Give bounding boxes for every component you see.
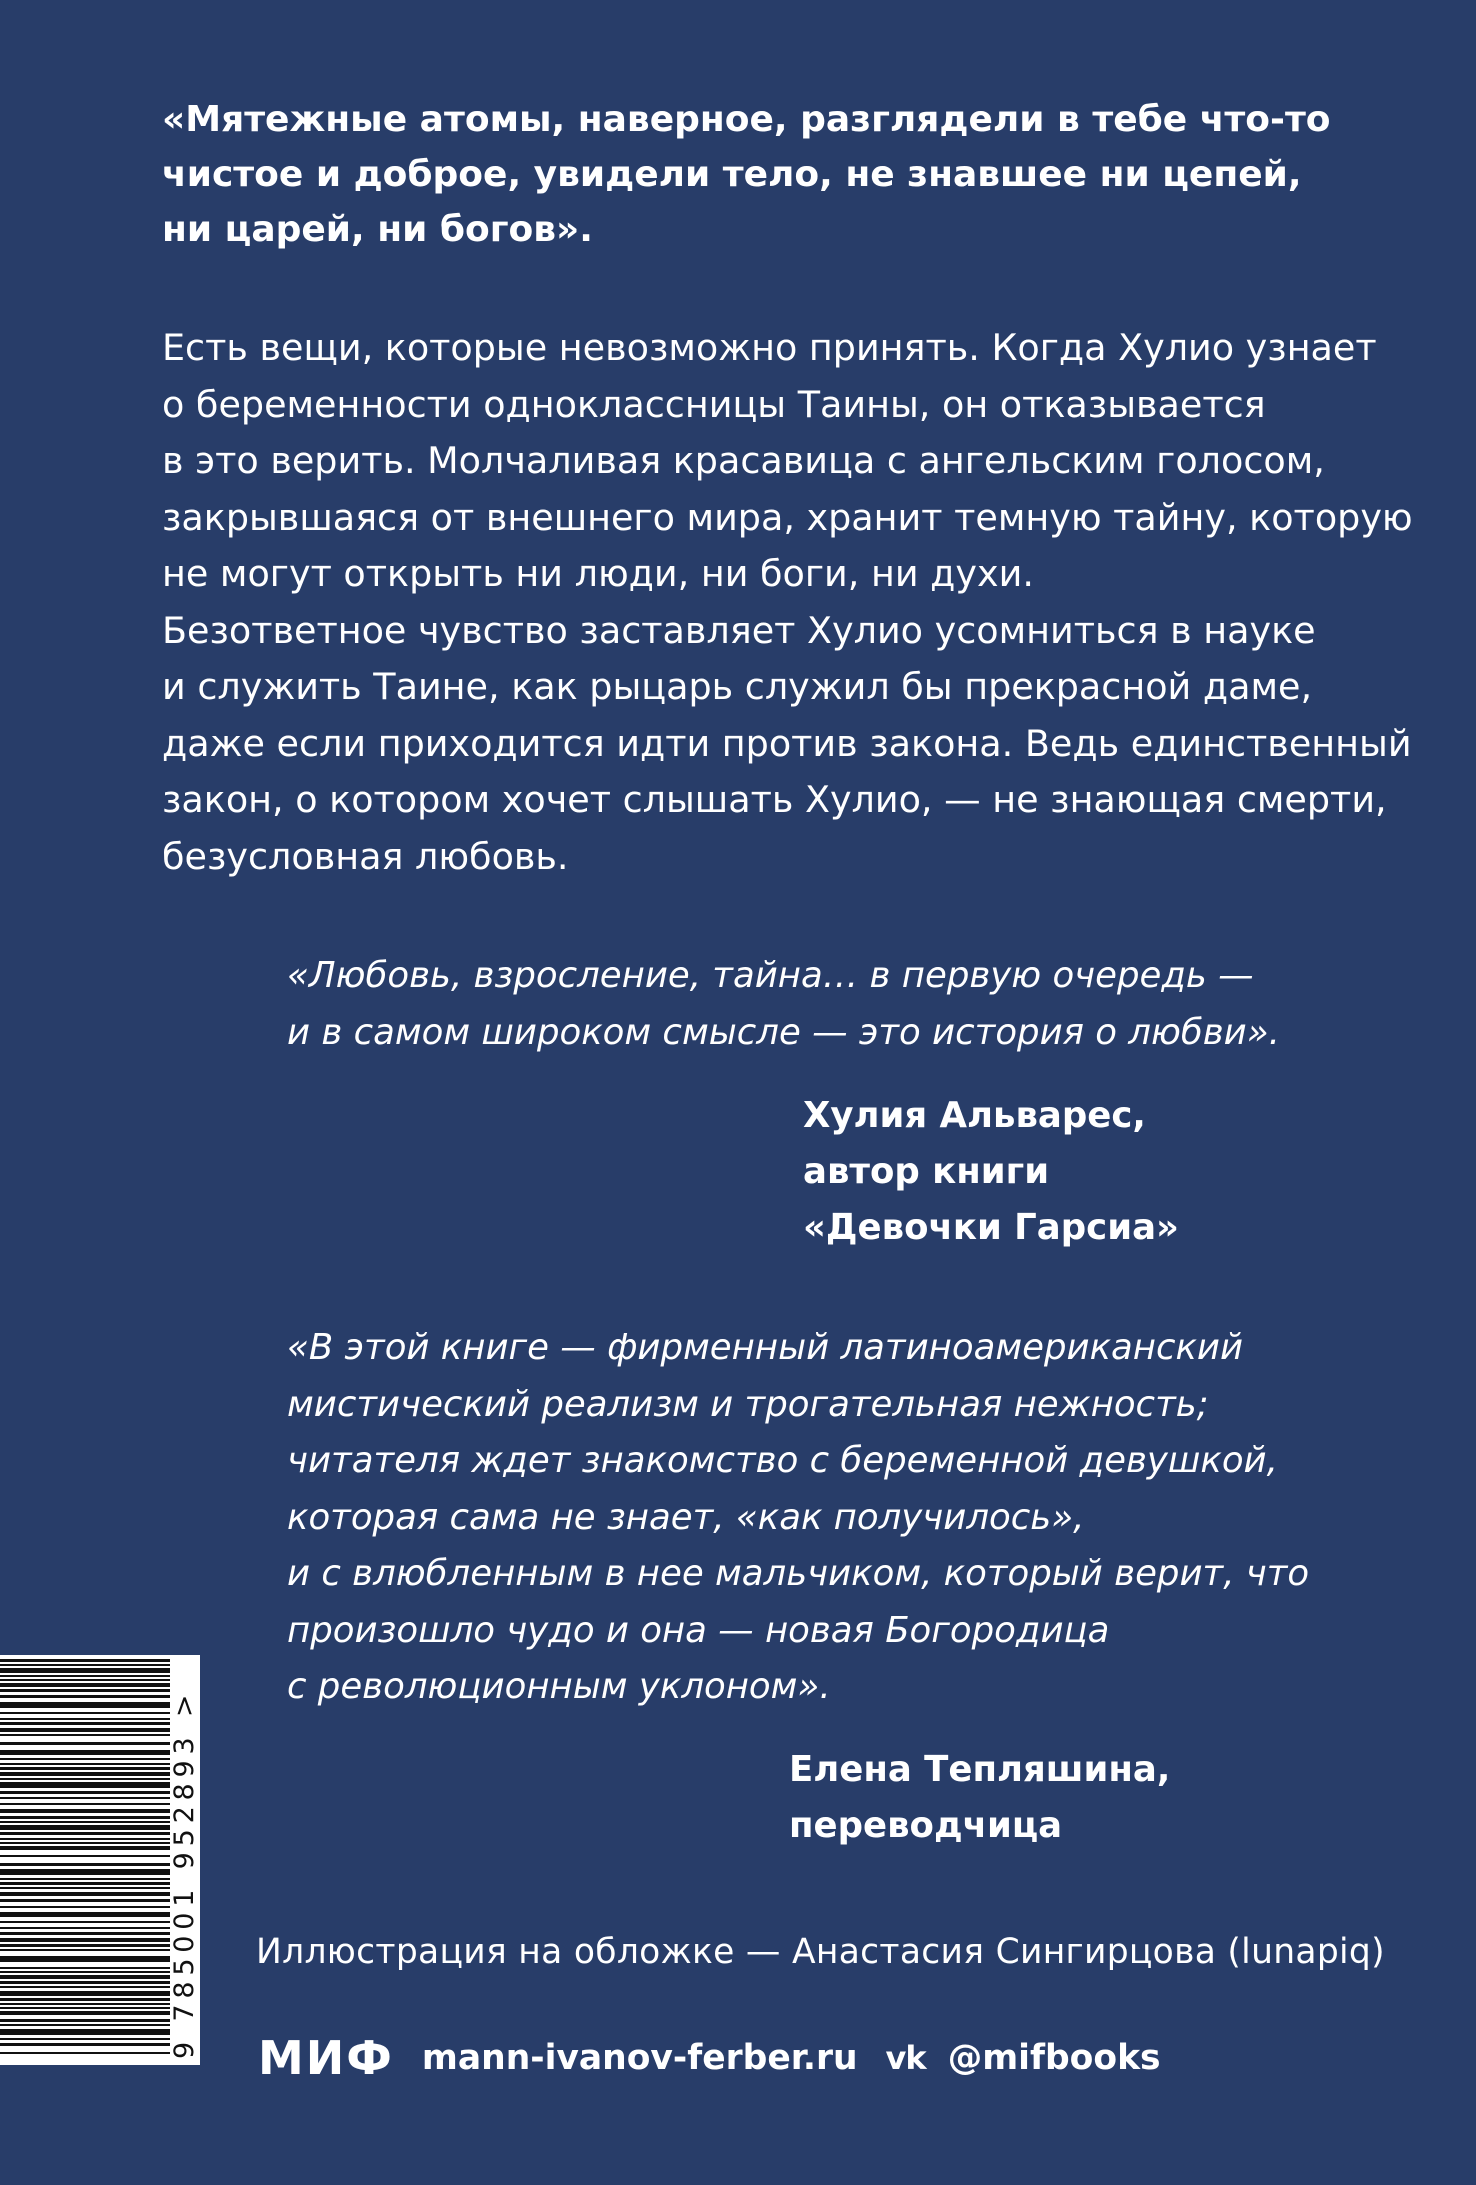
barcode-bar <box>0 1763 170 1765</box>
barcode-bar <box>0 1882 170 1885</box>
barcode-bar <box>0 1695 170 1698</box>
barcode-bar <box>0 1975 170 1979</box>
quote-line: «В этой книге — фирменный латиноамериканский <box>287 1327 1244 1368</box>
barcode-bar <box>0 1734 170 1736</box>
barcode-bar <box>0 1728 170 1732</box>
barcode-bar <box>0 1906 170 1908</box>
barcode-bar <box>0 1863 170 1866</box>
attribution-line: «Девочки Гарсиа» <box>803 1207 1179 1248</box>
barcode-bar <box>0 1892 170 1896</box>
barcode-bar <box>0 2052 170 2054</box>
barcode-bar <box>0 2024 170 2026</box>
barcode-bar <box>0 1778 170 1780</box>
book-description <box>162 320 1413 885</box>
barcode-bar <box>0 1838 170 1840</box>
barcode-bar <box>0 1758 170 1760</box>
barcode-bar <box>0 1981 170 1984</box>
tagline-line: ни царей, ни богов». <box>162 209 593 250</box>
barcode-bar <box>0 1878 170 1880</box>
barcode-bar <box>0 2011 170 2015</box>
description-line: безусловная любовь. <box>162 834 569 878</box>
barcode-bar <box>0 1887 170 1889</box>
barcode-bar <box>0 1956 170 1962</box>
attribution-line: переводчица <box>789 1805 1063 1846</box>
barcode-bar <box>0 1664 170 1666</box>
barcode-bar <box>0 1821 170 1823</box>
quote-line: и в самом широком смысле — это история о любви». <box>287 1011 1280 1053</box>
barcode-bar <box>0 1767 170 1770</box>
description-line: не могут открыть ни люди, ни боги, ни духи. <box>162 552 1034 595</box>
quote-line: мистический реализм и трогательная нежность; <box>287 1383 1209 1425</box>
review-quote-1 <box>287 948 1280 1061</box>
vk-icon[interactable]: vk <box>885 2039 926 2077</box>
description-line: в это верить. Молчаливая красавица с ангельским голосом, <box>162 439 1325 482</box>
social-handle[interactable]: @mifbooks <box>947 2038 1161 2078</box>
barcode-bar <box>0 1991 170 1996</box>
attribution-line: Елена Тепляшина, <box>789 1749 1171 1790</box>
barcode-bar <box>0 1675 170 1677</box>
barcode-bar <box>0 1712 170 1714</box>
barcode-bar <box>0 1899 170 1902</box>
barcode-bar <box>0 1944 170 1947</box>
barcode-bar <box>0 1932 170 1935</box>
quote-line: произошло чудо и она — новая Богородица <box>287 1609 1110 1651</box>
barcode-bar <box>0 1718 170 1720</box>
description-line: закрывшаяся от внешнего мира, хранит темную тайну, которую <box>162 495 1413 539</box>
barcode-bar <box>0 1797 170 1799</box>
barcode-bars <box>0 1655 170 2065</box>
website-link[interactable]: mann-ivanov-ferber.ru <box>421 2038 858 2078</box>
barcode-bar <box>0 1702 170 1708</box>
barcode-bar <box>0 1689 170 1692</box>
barcode-bar <box>0 1679 170 1681</box>
barcode-bar <box>0 1791 170 1794</box>
illustration-credit: Иллюстрация на обложке — Анастасия Сингирцова (lunapiq) <box>256 1932 1385 1972</box>
barcode-bar <box>0 2043 170 2046</box>
barcode-bar <box>0 1832 170 1835</box>
barcode-bar <box>0 1659 170 1662</box>
quote-line: которая сама не знает, «как получилось», <box>287 1496 1085 1538</box>
description-line: закон, о котором хочет слышать Хулио, — не знающая смерти, <box>162 778 1387 821</box>
barcode-bar <box>0 1816 170 1819</box>
barcode-bar <box>0 1772 170 1776</box>
barcode-bar <box>0 1809 170 1813</box>
quote-line: читателя ждет знакомство с беременной девушкой, <box>287 1440 1278 1481</box>
description-line: Есть вещи, которые невозможно принять. Когда Хулио узнает <box>162 326 1377 369</box>
tagline-quote <box>162 92 1342 257</box>
barcode-bar <box>0 1683 170 1687</box>
barcode-bar <box>0 1938 170 1942</box>
description-line: Безответное чувство заставляет Хулио усомниться в науке <box>162 608 1316 652</box>
barcode-bar <box>0 2007 170 2009</box>
barcode-bar <box>0 1722 170 1725</box>
barcode-bar <box>0 2029 170 2035</box>
barcode-bar <box>0 1750 170 1755</box>
barcode-bar <box>0 1782 170 1788</box>
barcode-bar <box>0 1855 170 1857</box>
barcode-bar <box>0 1803 170 1805</box>
barcode-bar <box>0 1949 170 1951</box>
barcode-bar <box>0 1912 170 1917</box>
barcode-bar <box>0 1967 170 1969</box>
attribution-line: Хулия Альварес, <box>803 1095 1146 1136</box>
barcode-bar <box>0 1971 170 1973</box>
barcode-bar <box>0 2019 170 2022</box>
attribution-line: автор книги <box>803 1151 1050 1192</box>
quote-line: и с влюбленным в нее мальчиком, который верит, что <box>287 1553 1310 1594</box>
barcode-bar <box>0 1825 170 1830</box>
barcode-bar <box>0 1668 170 1673</box>
publisher-logo: МИФ <box>258 2031 394 2085</box>
description-line: даже если приходится идти против закона. Ведь единственный <box>162 721 1412 765</box>
publisher-footer <box>258 2023 1161 2093</box>
barcode-bar <box>0 1921 170 1923</box>
barcode-bar <box>0 1998 170 2001</box>
quote-line: «Любовь, взросление, тайна… в первую очередь — <box>287 955 1254 996</box>
barcode-bar <box>0 1846 170 1850</box>
quote-line: с революционным уклоном». <box>287 1666 831 1707</box>
barcode-bar <box>0 1742 170 1745</box>
barcode-bar <box>0 2003 170 2005</box>
description-line: и служить Таине, как рыцарь служил бы прекрасной даме, <box>162 665 1313 708</box>
review-attribution-1 <box>803 1088 1179 1256</box>
barcode-bar <box>0 1842 170 1844</box>
tagline-line: чистое и доброе, увидели тело, не знавшее ни цепей, <box>162 154 1302 195</box>
barcode-bar <box>0 1927 170 1929</box>
description-line: о беременности одноклассницы Таины, он отказывается <box>162 382 1266 426</box>
barcode-digits: 9 785001 952893 > <box>169 1688 200 2059</box>
barcode-bar <box>0 1869 170 1875</box>
barcode-bar <box>0 1986 170 1988</box>
barcode-bar <box>0 2038 170 2040</box>
review-quote-2 <box>287 1320 1309 1716</box>
isbn-barcode <box>0 1655 200 2065</box>
review-attribution-2 <box>789 1742 1170 1854</box>
tagline-line: «Мятежные атомы, наверное, разглядели в тебе что-то <box>162 99 1331 140</box>
